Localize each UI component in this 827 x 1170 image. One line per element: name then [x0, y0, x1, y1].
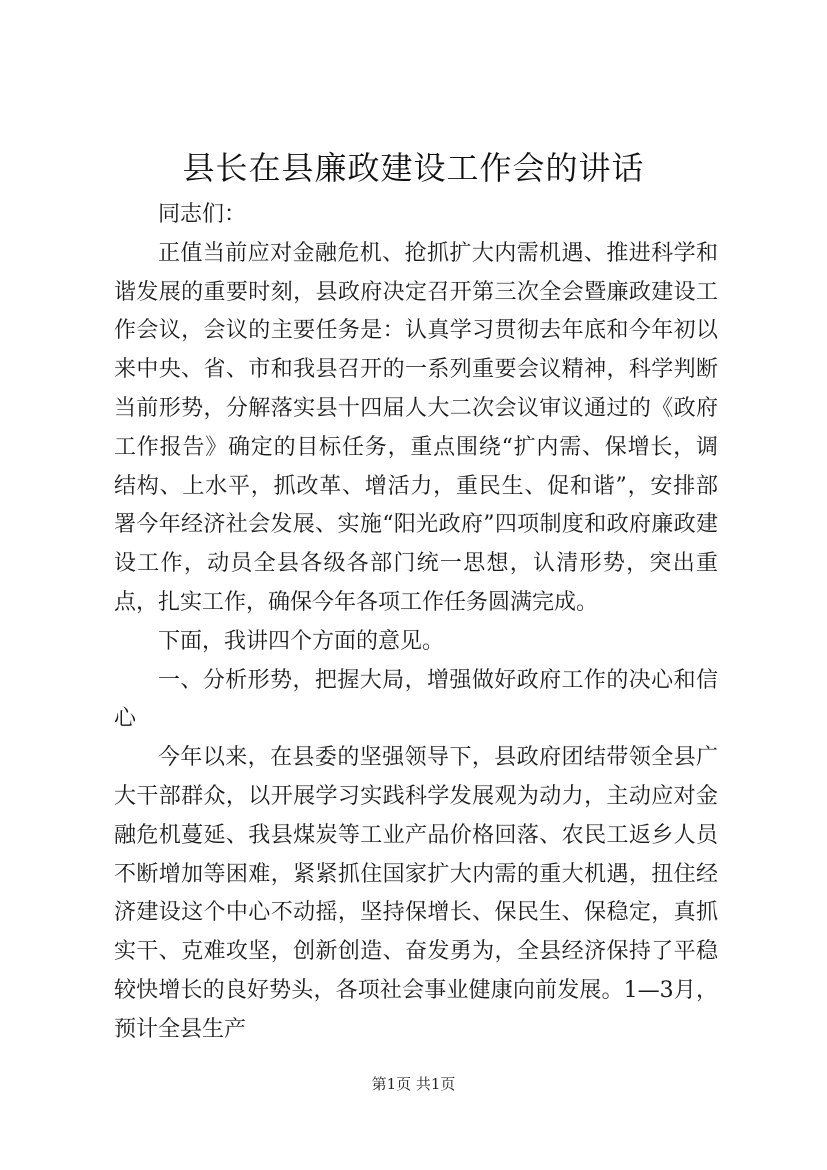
paragraph-intro: 正值当前应对金融危机、抢抓扩大内需机遇、推进科学和谐发展的重要时刻，县政府决定召开第三次全会暨廉政建设工作会议，会议的主要任务是：认真学习贯彻去年底和今年初以来中央、省、市和我县召开的一系列重要会议精神，科学判断当前形势，分解落实县十四届人大二次会议审议通过的《政府工作报告》确定的目标任务，重点围绕“扩内需、保增长，调结构、上水平，抓改革、增活力，重民生、促和谐”，安排部署今年经济社会发展、实施“阳光政府”四项制度和政府廉政建设工作，动员全县各级各部门统一思想，认清形势，突出重点，扎实工作，确保今年各项工作任务圆满完成。: [114, 240, 718, 615]
paragraph-outline: 下面，我讲四个方面的意见。: [158, 628, 445, 654]
document-body: [114, 196, 718, 1050]
paragraph-section-1: 今年以来，在县委的坚强领导下，县政府团结带领全县广大干部群众，以开展学习实践科学发展观为动力，主动应对金融危机蔓延、我县煤炭等工业产品价格回落、农民工返乡人员不断增加等困难，紧紧抓住国家扩大内需的重大机遇，扭住经济建设这个中心不动摇，坚持保增长、保民生、保稳定，真抓实干、克难攻坚，创新创造、奋发勇为，全县经济保持了平稳较快增长的良好势头，各项社会事业健康向前发展。1—3月，预计全县生产: [114, 745, 718, 1042]
salutation: 同志们：: [158, 202, 247, 227]
document-title: 县长在县廉政建设工作会的讲话: [182, 149, 645, 187]
page-number: 第1页 共1页: [371, 1075, 456, 1093]
section-heading-1: 一、分析形势，把握大局，增强做好政府工作的决心和信心: [114, 667, 718, 732]
